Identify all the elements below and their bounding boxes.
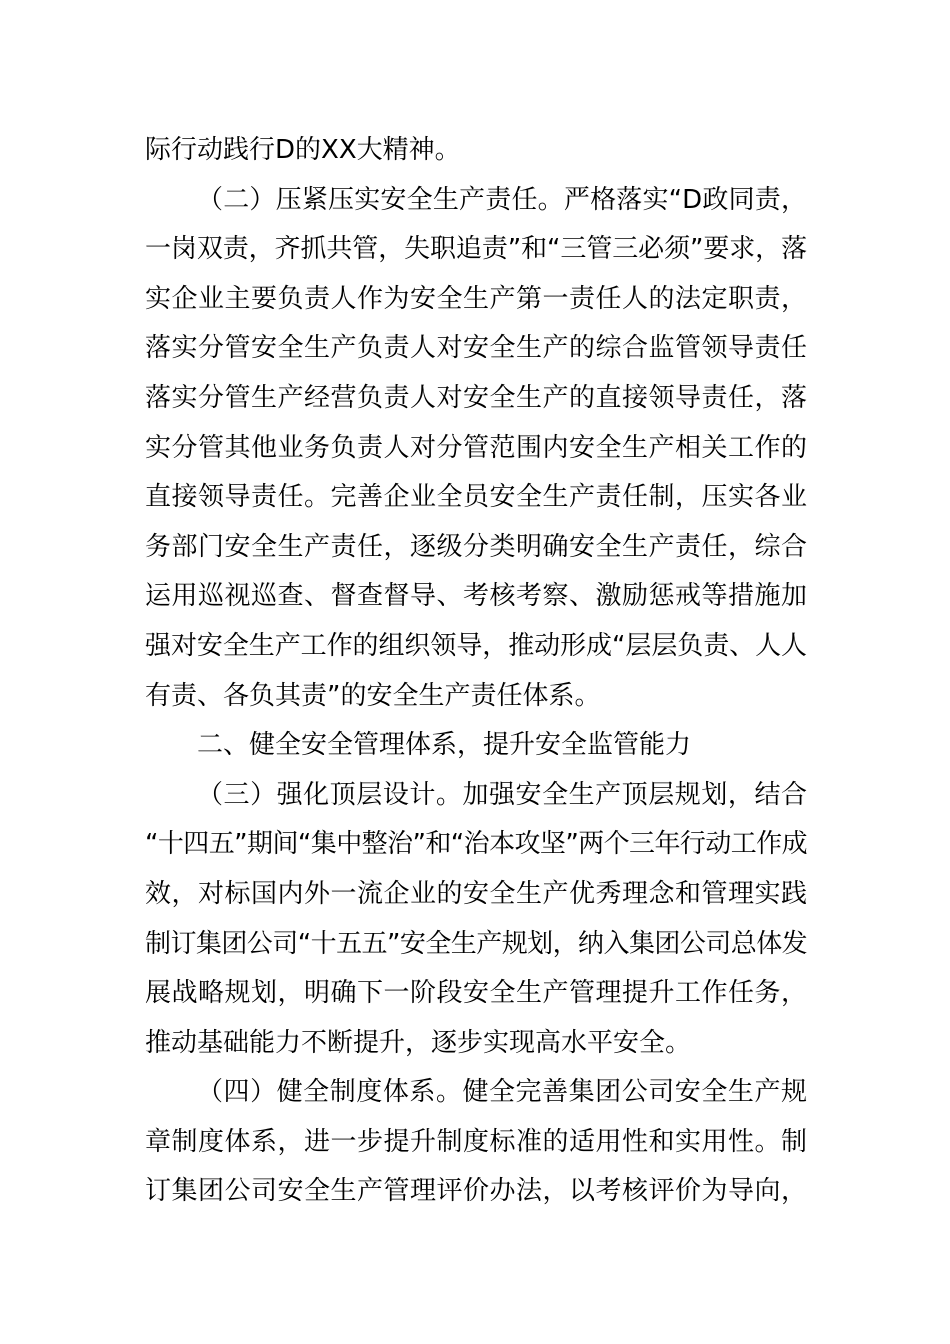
text-line-3: 一岗双责，齐抓共管，失职追责”和“三管三必须”要求，落 (145, 234, 807, 265)
text-line-4: 实企业主要负责人作为安全生产第一责任人的法定职责， (145, 283, 807, 314)
text-line-2: （二）压紧压实安全生产责任。严格落实“D政同责， (197, 184, 807, 215)
text-line-14: （三）强化顶层设计。加强安全生产顶层规划，结合 (197, 779, 807, 810)
text-line-17: 制订集团公司“十五五”安全生产规划，纳入集团公司总体发 (145, 928, 808, 959)
text-line-8: 直接领导责任。完善企业全员安全生产责任制，压实各业 (145, 482, 807, 513)
text-line-12: 有责、各负其责”的安全生产责任体系。 (145, 680, 601, 711)
text-line-11: 强对安全生产工作的组织领导，推动形成“层层负责、人人 (145, 630, 807, 661)
text-line-9: 务部门安全生产责任，逐级分类明确安全生产责任，综合 (145, 531, 807, 562)
text-line-18: 展战略规划，明确下一阶段安全生产管理提升工作任务， (145, 978, 807, 1009)
section-heading: 二、健全安全管理体系，提升安全监管能力 (197, 730, 692, 761)
text-line-19: 推动基础能力不断提升，逐步实现高水平安全。 (145, 1027, 692, 1058)
text-line-20: （四）健全制度体系。健全完善集团公司安全生产规 (197, 1077, 807, 1108)
text-line-16: 效，对标国内外一流企业的安全生产优秀理念和管理实践 (145, 878, 807, 909)
text-line-5: 落实分管安全生产负责人对安全生产的综合监管领导责任 (145, 333, 807, 364)
text-line-10: 运用巡视巡查、督查督导、考核考察、激励惩戒等措施加 (145, 581, 807, 612)
text-line-21: 章制度体系，进一步提升制度标准的适用性和实用性。制 (145, 1126, 807, 1157)
document-body (145, 126, 807, 1217)
text-line-15: “十四五”期间“集中整治”和“治本攻坚”两个三年行动工作成 (145, 829, 807, 860)
text-line-6: 落实分管生产经营负责人对安全生产的直接领导责任，落 (145, 382, 807, 413)
text-line-22: 订集团公司安全生产管理评价办法，以考核评价为导向， (145, 1176, 807, 1207)
text-line-7: 实分管其他业务负责人对分管范围内安全生产相关工作的 (145, 432, 807, 463)
text-line-1: 际行动践行D的XX大精神。 (145, 135, 461, 165)
